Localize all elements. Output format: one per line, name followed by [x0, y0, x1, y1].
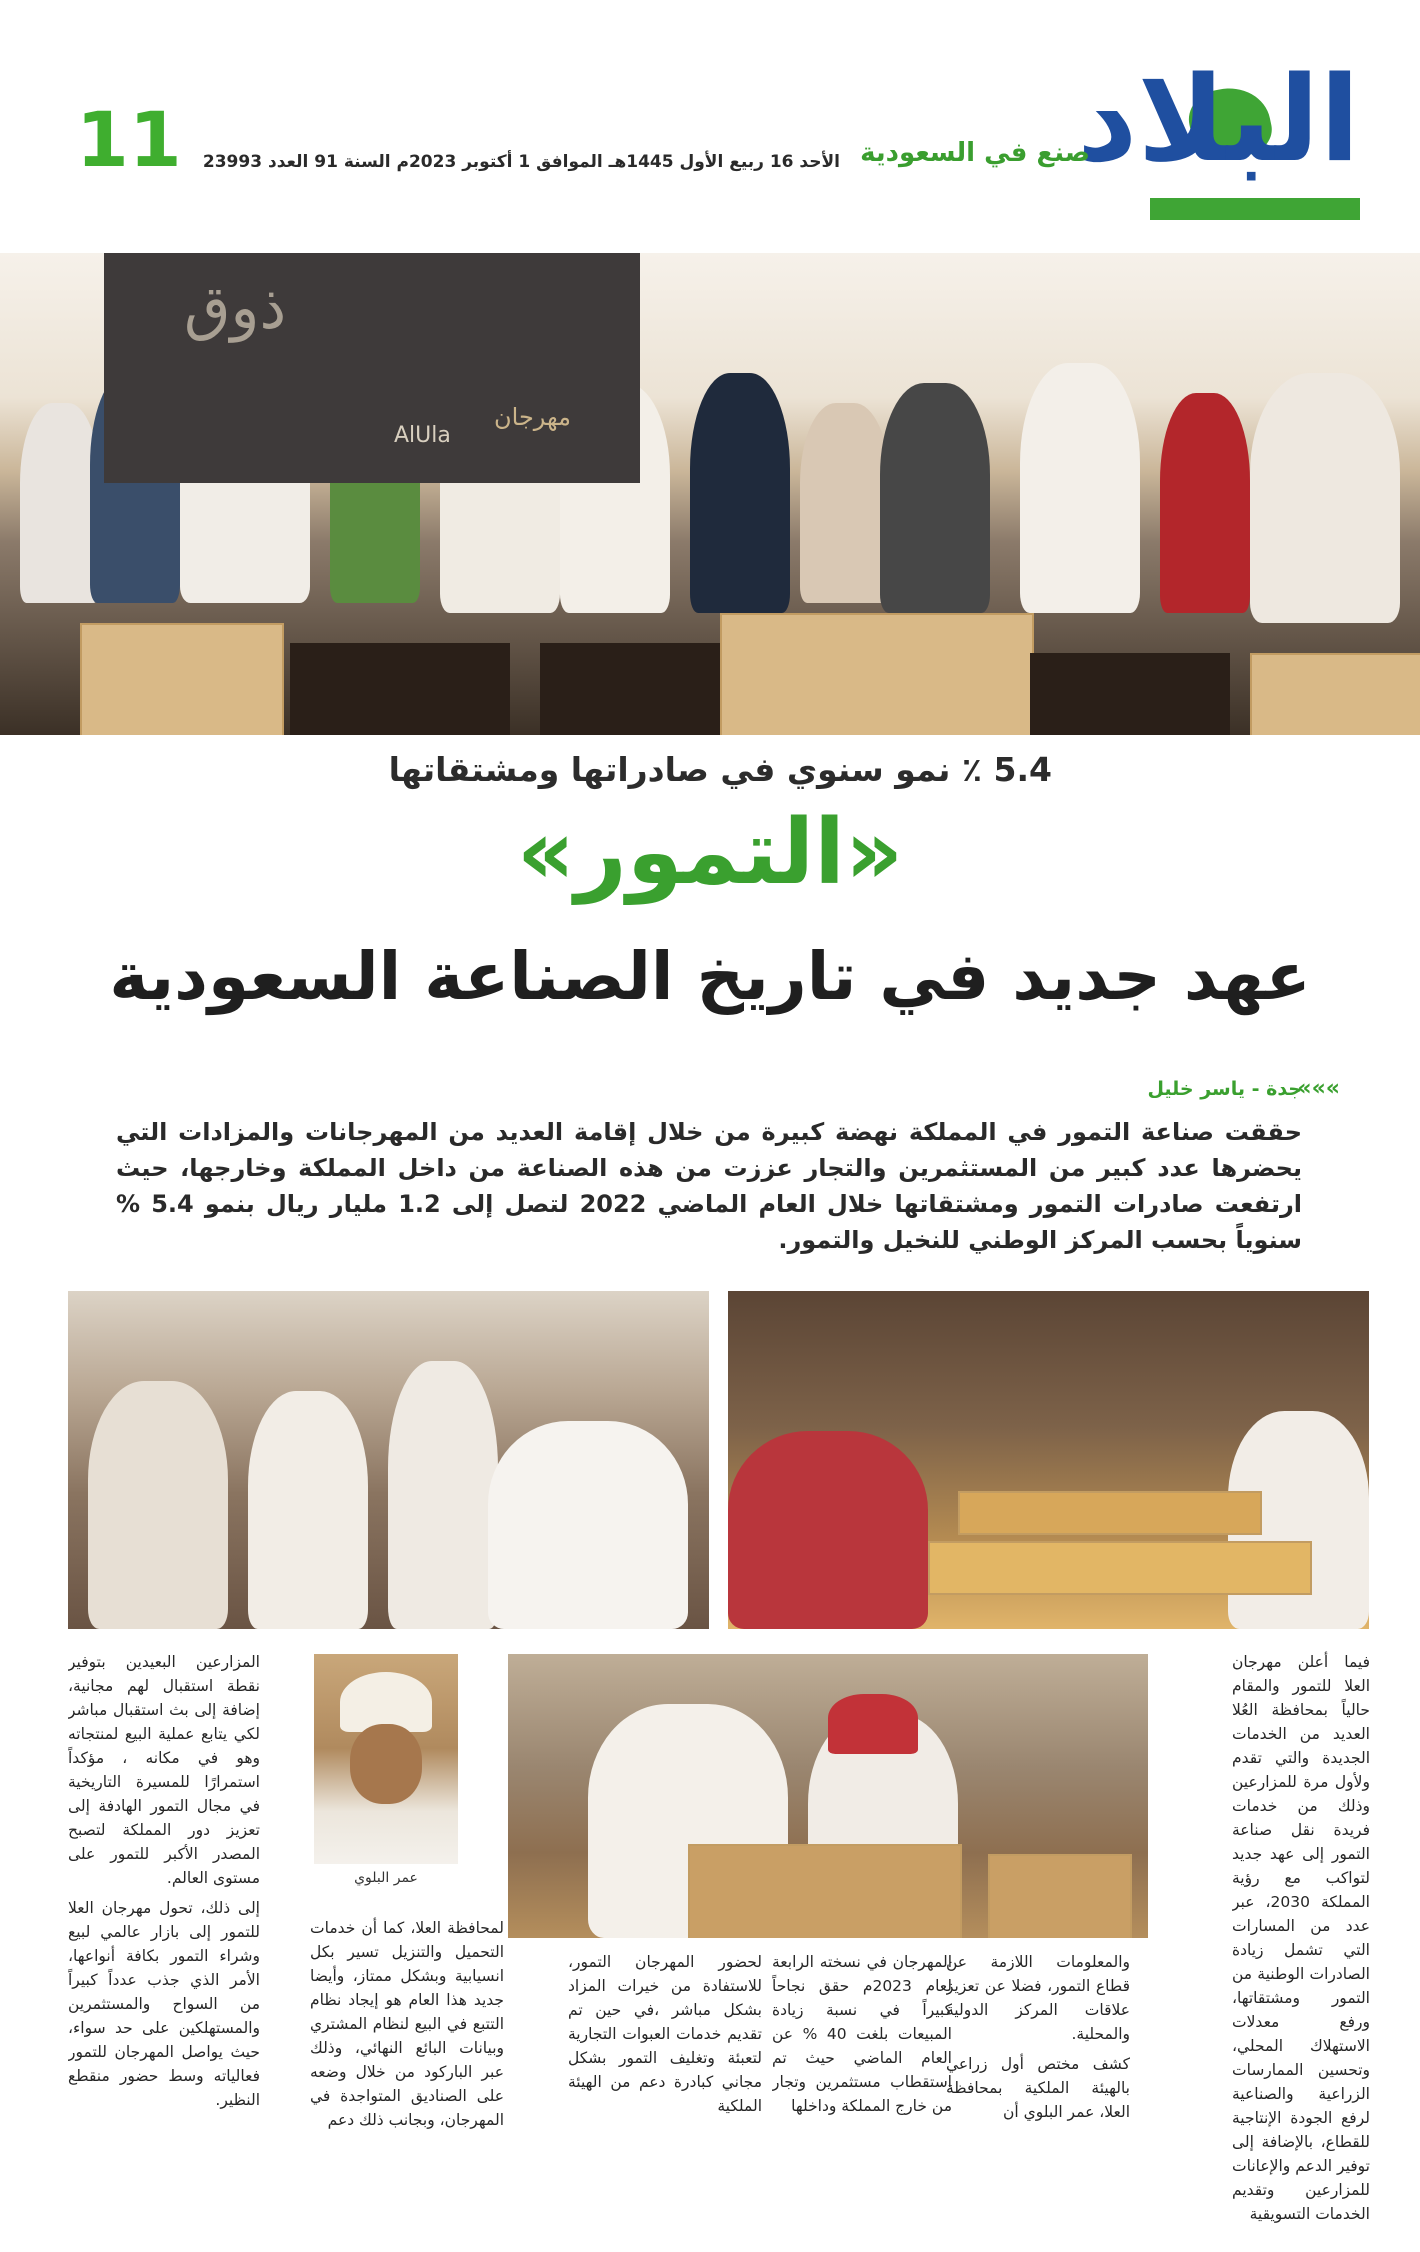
article-paragraph: المزارعين البعيدين بتوفير نقطة استقبال لهم مجانية، إضافة إلى بث استقبال مباشر لكي يتابع عملية البيع لمنتجاته وهو في مكانه ، مؤكداً استمرارًا للمسيرة التاريخية في مجال التمور الهادفة إلى تعزيز دور المملكة لتصبح المصدر الأكبر للتمور على مستوى العالم.: [68, 1653, 260, 1887]
article-column-1: [1232, 1650, 1370, 2240]
article-paragraph: لمحافظة العلا، كما أن خدمات التحميل والتنزيل تسير بكل انسيابية وبشكل ممتاز، وأيضا جديد هذا العام هو إيجاد نظام التتبع في البيع لنظام المشتري وبيانات البائع النهائي، وذلك عبر الباركود من خلال وضعه على الصناديق المتواجدة في المهرجان، وبجانب ذلك دعم: [310, 1919, 504, 2129]
article-column-2: [946, 1950, 1130, 2240]
article-paragraph: والمعلومات اللازمة عن قطاع التمور، فضلا عن تعزيز علاقات المركز الدولية والمحلية.: [946, 1953, 1130, 2043]
festival-banner: [104, 253, 640, 483]
banner-brand: AlUla: [394, 423, 451, 448]
photo-crowd-market: [68, 1291, 709, 1629]
lede-paragraph: حققت صناعة التمور في المملكة نهضة كبيرة من خلال إقامة العديد من المهرجانات والمزادات التي يحضرها عدد كبير من المستثمرين والتجار عززت من هذه الصناعة من داخل المملكة وخارجها، حيث ارتفعت صادرات التمور ومشتقاتها خلال العام الماضي 2022 لتصل إلى 1.2 مليار ريال بنمو 5.4 % سنوياً بحسب المركز الوطني للنخيل والتمور.: [116, 1118, 1303, 1254]
article-paragraph: فيما أعلن مهرجان العلا للتمور والمقام حالياً بمحافظة العُلا العديد من الخدمات الجديدة والتي تقدم ولأول مرة للمزارعين وذلك من خدمات فريدة نقل صناعة التمور إلى عهد جديد لتواكب مع رؤية المملكة 2030، عبر عدد من المسارات التي تشمل زيادة الصادرات الوطنية من التمور ومشتقاتها، ورفع معدلات الاستهلاك المحلي، وتحسين الممارسات الزراعية والصناعية لرفع الجودة الإنتاجية للقطاع، بالإضافة إلى توفير الدعم والإعانات للمزارعين وتقديم الخدمات التسويقية: [1232, 1653, 1370, 2223]
article-column-5: [310, 1916, 504, 2240]
made-in-saudi-label: صنع في السعودية: [860, 138, 1090, 168]
headline-sub: عهد جديد في تاريخ الصناعة السعودية: [109, 938, 1311, 1015]
article-column-4: [568, 1950, 762, 2240]
article-paragraph: إلى ذلك، تحول مهرجان العلا للتمور إلى بازار عالمي لبيع وشراء التمور بكافة أنواعها، الأمر الذي جذب عدداً كبيراً من السواح والمستثمرين والمستهلكين على حد سواء، حيث يواصل المهرجان للتمور فعالياته وسط حضور منقطع النظير.: [68, 1899, 260, 2109]
photo-buyers-inspecting-dates: [508, 1654, 1148, 1938]
logo-accent-bar: [1150, 198, 1360, 220]
article-paragraph: لحضور المهرجان التمور، للاستفادة من خيرات المزاد بشكل مباشر ،في حين تم تقديم خدمات العبوات التجارية لتعبئة وتغليف التمور بشكل مجاني كبادرة دعم من الهيئة الملكية: [568, 1953, 762, 2115]
portrait-caption: عمر البلوي: [354, 1870, 418, 1886]
photo-dates-boxes: [728, 1291, 1369, 1629]
banner-festival-label: مهرجان: [494, 403, 571, 431]
headline-main: «التمور»: [516, 800, 904, 905]
headline-kicker: 5.4 ٪ نمو سنوي في صادراتها ومشتقاتها: [388, 750, 1052, 789]
byline: جدة - ياسر خليل: [1147, 1078, 1302, 1100]
article-paragraph: كشف مختص أول زراعي بالهيئة الملكية بمحافظة العلا، عمر البلوي أن: [946, 2055, 1130, 2121]
portrait-omar-albalawi: [314, 1654, 458, 1864]
issue-date-line: الأحد 16 ربيع الأول 1445هـ الموافق 1 أكتوبر 2023م السنة 91 العدد 23993: [202, 152, 840, 172]
page-number: 11: [76, 95, 182, 184]
article-column-3: [772, 1950, 952, 2240]
article-column-6: [68, 1650, 260, 2240]
banner-title: ذوق: [184, 273, 287, 343]
newspaper-logo[interactable]: البلاد: [1076, 50, 1360, 188]
article-paragraph: المهرجان في نسخته الرابعة لعام 2023م حقق نجاحاً كبيراً في نسبة زيادة المبيعات بلغت 40 % عن العام الماضي حيث تم استقطاب مستثمرين وتجار من خارج المملكة وداخلها: [772, 1953, 952, 2115]
byline-arrows-icon: »»»: [1297, 1076, 1340, 1101]
